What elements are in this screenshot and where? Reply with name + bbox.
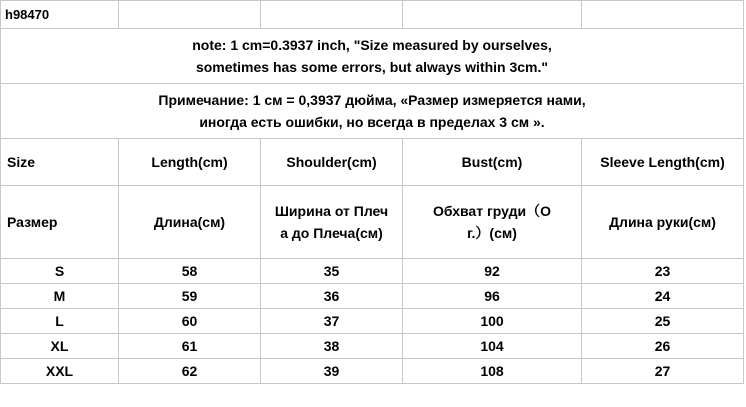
shoulder-cell: 35 — [261, 259, 403, 284]
note-russian-line-1: Примечание: 1 см = 0,3937 дюйма, «Размер измеряется нами, — [158, 92, 586, 108]
shoulder-cell: 37 — [261, 309, 403, 334]
table-row — [1, 284, 744, 309]
size-cell: XXL — [1, 359, 119, 384]
header-size-ru: Размер — [1, 186, 119, 259]
header-shoulder: Shoulder(cm) — [261, 139, 403, 186]
sleeve-cell: 25 — [582, 309, 744, 334]
empty-cell — [403, 1, 582, 29]
empty-cell — [119, 1, 261, 29]
bust-cell: 92 — [403, 259, 582, 284]
size-cell: S — [1, 259, 119, 284]
length-cell: 60 — [119, 309, 261, 334]
header-size: Size — [1, 139, 119, 186]
table-row — [1, 334, 744, 359]
table-row — [1, 309, 744, 334]
length-cell: 58 — [119, 259, 261, 284]
note-russian — [1, 84, 744, 139]
bust-cell: 108 — [403, 359, 582, 384]
header-bust-ru-line-1: Обхват груди（О — [433, 203, 551, 219]
header-shoulder-ru-line-2: а до Плеча(см) — [280, 225, 383, 241]
header-row — [1, 1, 744, 29]
length-cell: 62 — [119, 359, 261, 384]
note-english — [1, 29, 744, 84]
header-sleeve-length: Sleeve Length(cm) — [582, 139, 744, 186]
note-russian-row — [1, 84, 744, 139]
sleeve-cell: 27 — [582, 359, 744, 384]
header-bust: Bust(cm) — [403, 139, 582, 186]
sku-code: h98470 — [1, 1, 119, 29]
note-english-line-2: sometimes has some errors, but always within 3cm." — [195, 59, 549, 75]
header-length: Length(cm) — [119, 139, 261, 186]
empty-cell — [582, 1, 744, 29]
column-headers-english — [1, 139, 744, 186]
header-sleeve-length-ru: Длина руки(см) — [582, 186, 744, 259]
length-cell: 61 — [119, 334, 261, 359]
header-bust-ru — [403, 186, 582, 259]
bust-cell: 96 — [403, 284, 582, 309]
empty-cell — [261, 1, 403, 29]
note-english-line-1: note: 1 cm=0.3937 inch, "Size measured by ourselves, — [192, 37, 552, 53]
size-cell: XL — [1, 334, 119, 359]
shoulder-cell: 38 — [261, 334, 403, 359]
bust-cell: 100 — [403, 309, 582, 334]
column-headers-russian — [1, 186, 744, 259]
note-english-row — [1, 29, 744, 84]
length-cell: 59 — [119, 284, 261, 309]
sleeve-cell: 24 — [582, 284, 744, 309]
header-shoulder-ru — [261, 186, 403, 259]
header-shoulder-ru-line-1: Ширина от Плеч — [274, 203, 389, 219]
sleeve-cell: 26 — [582, 334, 744, 359]
bust-cell: 104 — [403, 334, 582, 359]
note-russian-line-2: иногда есть ошибки, но всегда в пределах 3 см ». — [199, 114, 545, 130]
header-length-ru: Длина(см) — [119, 186, 261, 259]
size-cell: M — [1, 284, 119, 309]
header-bust-ru-line-2: г.）(см) — [467, 225, 517, 241]
table-row — [1, 259, 744, 284]
table-row — [1, 359, 744, 384]
shoulder-cell: 36 — [261, 284, 403, 309]
size-cell: L — [1, 309, 119, 334]
shoulder-cell: 39 — [261, 359, 403, 384]
sleeve-cell: 23 — [582, 259, 744, 284]
